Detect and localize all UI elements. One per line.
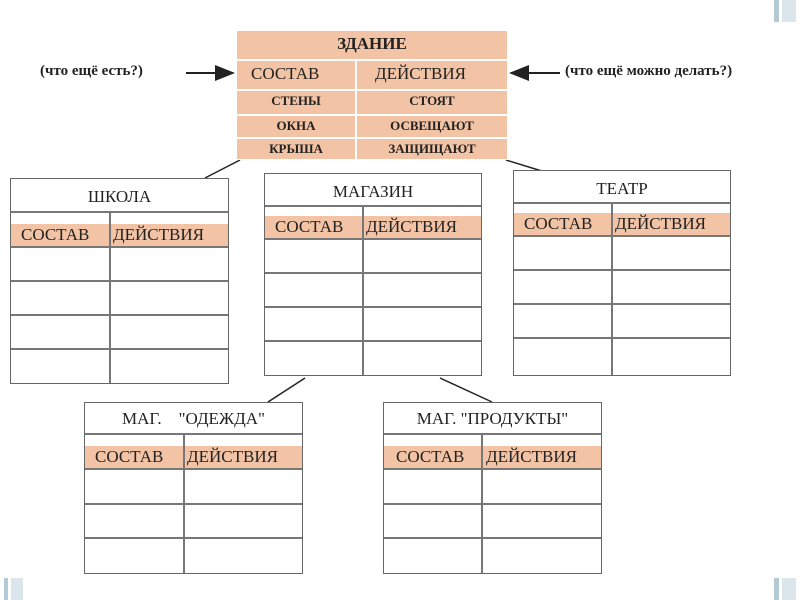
building-action-protect: ЗАЩИЩАЮТ — [388, 141, 476, 156]
food-shop-title: МАГ. "ПРОДУКТЫ" — [416, 409, 569, 428]
food-col-composition: СОСТАВ — [396, 447, 465, 466]
theater-col-actions: ДЕЙСТВИЯ — [615, 214, 706, 233]
building-part-roof: КРЫША — [269, 141, 323, 156]
shop-col-actions: ДЕЙСТВИЯ — [366, 217, 457, 236]
clothes-col-actions: ДЕЙСТВИЯ — [187, 447, 278, 466]
school-title: ШКОЛА — [87, 187, 152, 206]
connector-school — [205, 160, 240, 178]
shop-col-composition: СОСТАВ — [275, 217, 344, 236]
school-col-composition: СОСТАВ — [21, 225, 90, 244]
building-col-composition: СОСТАВ — [251, 64, 320, 83]
building-part-windows: ОКНА — [276, 118, 316, 133]
clothes-shop-table — [84, 402, 303, 574]
building-action-light: ОСВЕЩАЮТ — [390, 118, 474, 133]
building-part-walls: СТЕНЫ — [271, 93, 321, 108]
connector-clothes — [268, 378, 305, 402]
connector-food — [440, 378, 492, 402]
building-col-actions: ДЕЙСТВИЯ — [375, 64, 466, 83]
clothes-shop-title: МАГ. "ОДЕЖДА" — [122, 409, 265, 428]
clothes-col-composition: СОСТАВ — [95, 447, 164, 466]
theater-table — [513, 170, 731, 376]
shop-title: МАГАЗИН — [332, 182, 414, 201]
food-shop-table — [383, 402, 602, 574]
note-what-else-exists: (что ещё есть?) — [40, 63, 143, 79]
food-col-actions: ДЕЙСТВИЯ — [486, 447, 577, 466]
theater-title: ТЕАТР — [596, 179, 648, 198]
building-title: ЗДАНИЕ — [337, 34, 407, 53]
building-table — [236, 30, 508, 160]
school-table — [10, 178, 229, 384]
school-col-actions: ДЕЙСТВИЯ — [113, 225, 204, 244]
building-action-stand: СТОЯТ — [409, 93, 455, 108]
shop-table — [264, 173, 482, 376]
note-what-else-can-do: (что ещё можно делать?) — [565, 63, 733, 79]
theater-col-composition: СОСТАВ — [524, 214, 593, 233]
